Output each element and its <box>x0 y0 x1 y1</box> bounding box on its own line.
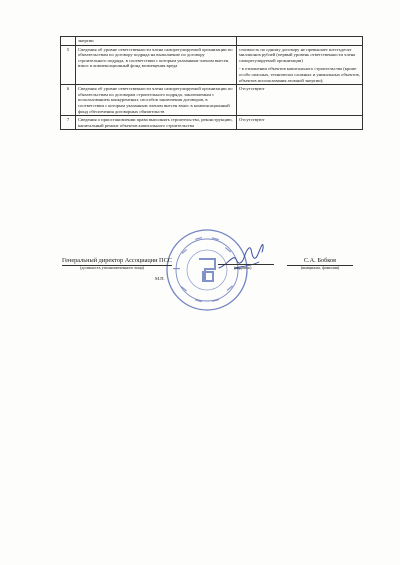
table-row <box>61 45 363 85</box>
signatory-name: С.А. Бобков <box>287 257 353 266</box>
table-cell-number <box>61 37 76 46</box>
seal-place-label: М.П. <box>155 276 165 281</box>
table-row <box>61 116 363 130</box>
row-value: Отсутствуют <box>237 116 363 130</box>
top-fragment-text: энергии <box>78 38 94 43</box>
table-cell-label <box>76 37 237 46</box>
row-value <box>237 45 363 85</box>
row-number: 5 <box>61 45 76 85</box>
signatory-position: Генеральный директор Ассоциации ПСС <box>62 257 173 264</box>
row-value-paragraph: - в отношении объектов капитального строительства (кроме особо опасных, технически сложных и уникальных объектов, объектов использования атомной энергии); <box>239 66 360 83</box>
row-value-paragraph: стоимость по одному договору не превышает шестьдесят миллионов рублей (первый уровень ответственности члена саморегулируемой организации) <box>239 46 356 63</box>
row-number: 6 <box>61 85 76 116</box>
row-number: 7 <box>61 116 76 130</box>
table-row <box>61 37 363 46</box>
membership-info-table <box>60 36 363 130</box>
signatory-name-caption: (инициалы, фамилия) <box>300 265 340 270</box>
table-row <box>61 85 363 116</box>
handwritten-signature <box>215 238 275 278</box>
row-value: Отсутствуют <box>237 85 363 116</box>
row-label: Сведения об уровне ответственности члена саморегулируемой организации по обязательствам по договорам строительного подряда, заключаемым с использованием конкурентных способов заключения договоров, в соответствии с которым указанным членом внесен взнос в компенсационный фонд обеспечения договорных обязательств <box>76 85 237 116</box>
row-label: Сведения о приостановлении права выполнять строительство, реконструкцию, капитальный ремонт объектов капитального строительства <box>76 116 237 130</box>
signatory-position-caption: (должность уполномоченного лица) <box>80 265 145 270</box>
row-label: Сведения об уровне ответственности члена саморегулируемой организации по обязательствам по договору подряда на выполнение по договору строительного подряда, в соответствии с которым указанным членом внесен взнос в компенсационный фонд возмещения вреда <box>76 45 237 85</box>
table-cell-value <box>237 37 363 46</box>
signature-caption: (подпись) <box>234 265 252 270</box>
